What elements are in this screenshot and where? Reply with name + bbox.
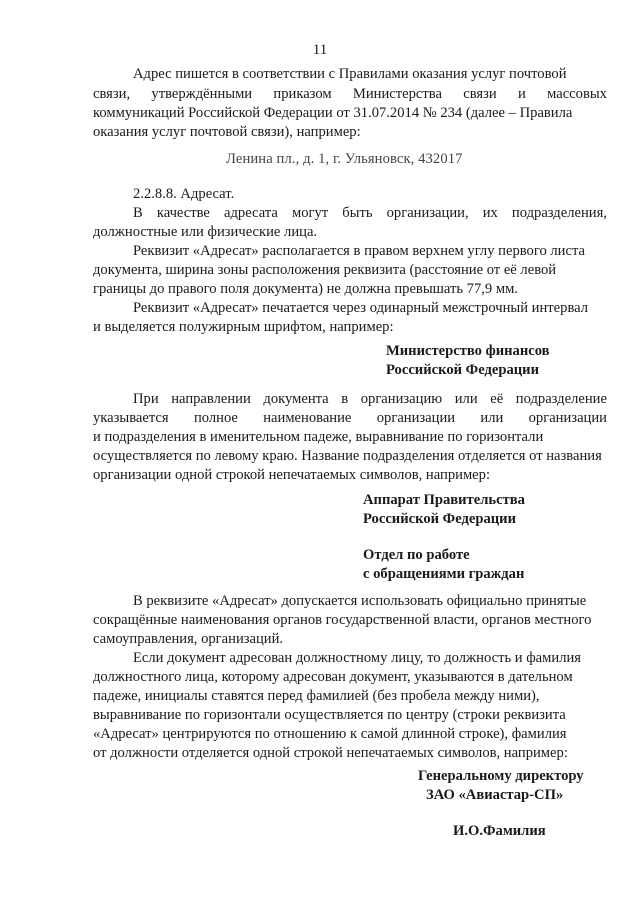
word: При bbox=[133, 391, 159, 407]
word: организации bbox=[376, 410, 456, 426]
example-addressee-government: Российской Федерации bbox=[363, 511, 516, 527]
example-addressee-department: с обращениями граждан bbox=[363, 566, 525, 582]
text-line-justified bbox=[93, 84, 607, 104]
word: массовых bbox=[547, 86, 607, 102]
page-number: 11 bbox=[312, 42, 328, 58]
text-line: границы до правого поля документа) не должна превышать 77,9 мм. bbox=[93, 281, 518, 297]
text-line: оказания услуг почтовой связи), например: bbox=[93, 124, 361, 140]
word: её bbox=[490, 391, 504, 407]
word: В bbox=[133, 205, 143, 221]
example-addressee-company: ЗАО «Авиастар-СП» bbox=[426, 787, 564, 803]
word: направлении bbox=[171, 391, 251, 407]
text-line: Реквизит «Адресат» располагается в правом верхнем углу первого листа bbox=[133, 243, 586, 259]
section-heading: 2.2.8.8. Адресат. bbox=[133, 186, 235, 202]
word: связи bbox=[463, 86, 497, 102]
text-line-justified bbox=[93, 408, 607, 428]
text-line: «Адресат» центрируются по отношению к самой длинной строке), фамилия bbox=[93, 726, 567, 742]
text-line: от должности отделяется одной строкой непечатаемых символов, например: bbox=[93, 745, 568, 761]
word: Министерства bbox=[352, 86, 442, 102]
text-line: коммуникаций Российской Федерации от 31.07.2014 № 234 (далее – Правила bbox=[93, 105, 573, 121]
word: и bbox=[518, 86, 526, 102]
word: или bbox=[480, 410, 504, 426]
example-postal-address: Ленина пл., д. 1, г. Ульяновск, 432017 bbox=[226, 151, 463, 167]
word: документа bbox=[263, 391, 329, 407]
word: их bbox=[482, 205, 498, 221]
word: в bbox=[341, 391, 349, 407]
text-line: и подразделения в именительном падеже, выравнивание по горизонтали bbox=[93, 429, 544, 445]
text-line: документа, ширина зоны расположения реквизита (расстояние от её левой bbox=[93, 262, 557, 278]
text-line: падеже, инициалы ставятся перед фамилией (без пробела между ними), bbox=[93, 688, 540, 704]
example-addressee-ministry: Министерство финансов bbox=[386, 343, 550, 359]
text-line: Реквизит «Адресат» печатается через одинарный межстрочный интервал bbox=[133, 300, 589, 316]
text-line: Если документ адресован должностному лицу, то должность и фамилия bbox=[133, 650, 582, 666]
example-addressee-government: Аппарат Правительства bbox=[363, 492, 525, 508]
example-addressee-name: И.О.Фамилия bbox=[453, 823, 546, 839]
word: наименование bbox=[263, 410, 352, 426]
example-addressee-director: Генеральному директору bbox=[418, 768, 584, 784]
word: указывается bbox=[93, 410, 169, 426]
example-addressee-department: Отдел по работе bbox=[363, 547, 470, 563]
word: или bbox=[454, 391, 478, 407]
word: качестве bbox=[156, 205, 210, 221]
word: приказом bbox=[273, 86, 332, 102]
word: организации bbox=[528, 410, 607, 426]
word: адресата bbox=[224, 205, 278, 221]
text-line: В реквизите «Адресат» допускается использовать официально принятые bbox=[133, 593, 587, 609]
text-line: самоуправления, организаций. bbox=[93, 631, 284, 647]
word: организацию bbox=[360, 391, 443, 407]
text-line: должностного лица, которому адресован документ, указываются в дательном bbox=[93, 669, 573, 685]
word: подразделения, bbox=[511, 205, 607, 221]
text-line: осуществляется по левому краю. Название подразделения отделяется от названия bbox=[93, 448, 602, 464]
text-line: организации одной строкой непечатаемых символов, например: bbox=[93, 467, 491, 483]
text-line: выравнивание по горизонтали осуществляется по центру (строки реквизита bbox=[93, 707, 566, 723]
text-line: должностные или физические лица. bbox=[93, 224, 318, 240]
text-line-justified bbox=[133, 203, 607, 223]
word: организации, bbox=[386, 205, 469, 221]
word: быть bbox=[342, 205, 373, 221]
word: связи, bbox=[93, 86, 131, 102]
text-line: и выделяется полужирным шрифтом, например: bbox=[93, 319, 394, 335]
word: подразделение bbox=[515, 391, 607, 407]
word: могут bbox=[291, 205, 329, 221]
text-line-justified bbox=[133, 389, 607, 409]
text-line: сокращённые наименования органов государственной власти, органов местного bbox=[93, 612, 592, 628]
text-line: Адрес пишется в соответствии с Правилами оказания услуг почтовой bbox=[133, 66, 567, 82]
word: полное bbox=[193, 410, 238, 426]
word: утверждёнными bbox=[151, 86, 253, 102]
example-addressee-ministry: Российской Федерации bbox=[386, 362, 539, 378]
